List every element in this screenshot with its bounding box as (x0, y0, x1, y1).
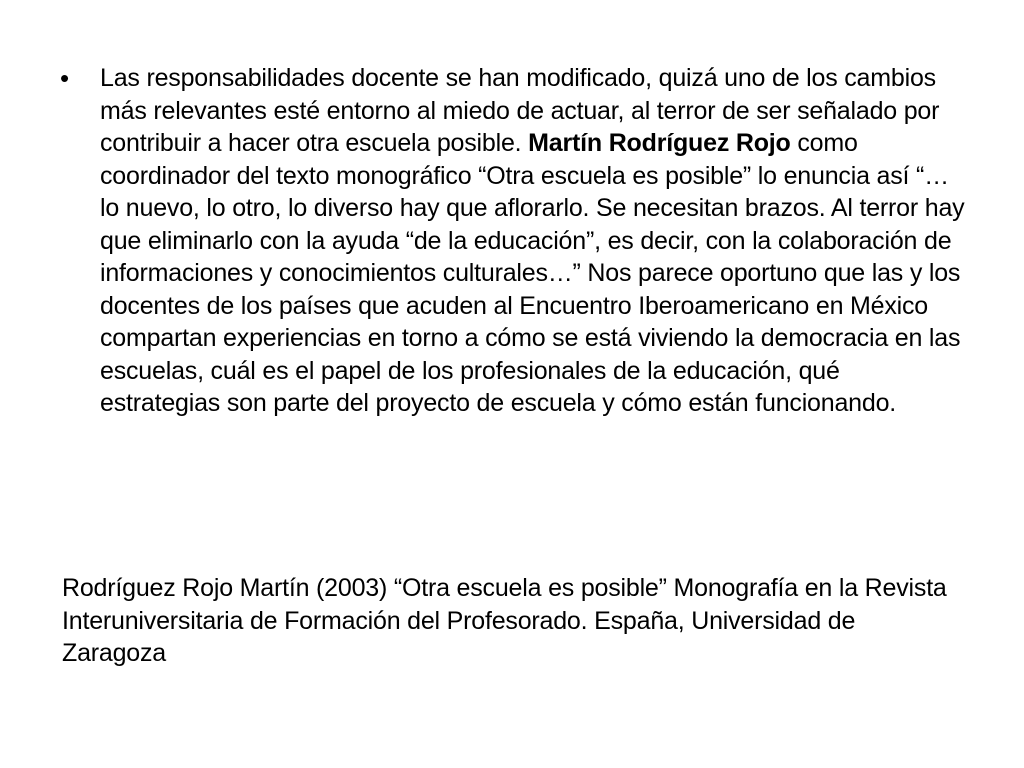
bullet-icon: • (60, 63, 70, 93)
paragraph-part-1: Las responsabilidades docente se han modificado, quizá uno de los cambios más relevantes esté entorno al miedo de actuar, al terror de ser señalado por contribuir a hacer otra escuela posible. (100, 64, 940, 157)
paragraph-part-2: como coordinador del texto monográfico “Otra escuela es posible” lo enuncia así “… lo nuevo, lo otro, lo diverso hay que aflorarlo. Se necesitan brazos. Al terror hay que eliminarlo con la ayuda “de la educación”, es decir, con la colaboración de informaciones y conocimientos culturales…” Nos parece oportuno que las y los docentes de los países que acuden al Encuentro Iberoamericano en México compartan experiencias en torno a cómo se está viviendo la democracia en las escuelas, cuál es el papel de los profesionales de la educación, qué estrategias son parte del proyecto de escuela y cómo están funcionando. (100, 129, 965, 417)
reference-citation: Rodríguez Rojo Martín (2003) “Otra escuela es posible” Monografía en la Revista Interuniversitaria de Formación del Profesorado. España, Universidad de Zaragoza (62, 574, 947, 667)
bullet-paragraph (60, 62, 965, 420)
paragraph-text (100, 62, 965, 420)
author-name-bold: Martín Rodríguez Rojo (528, 129, 791, 157)
